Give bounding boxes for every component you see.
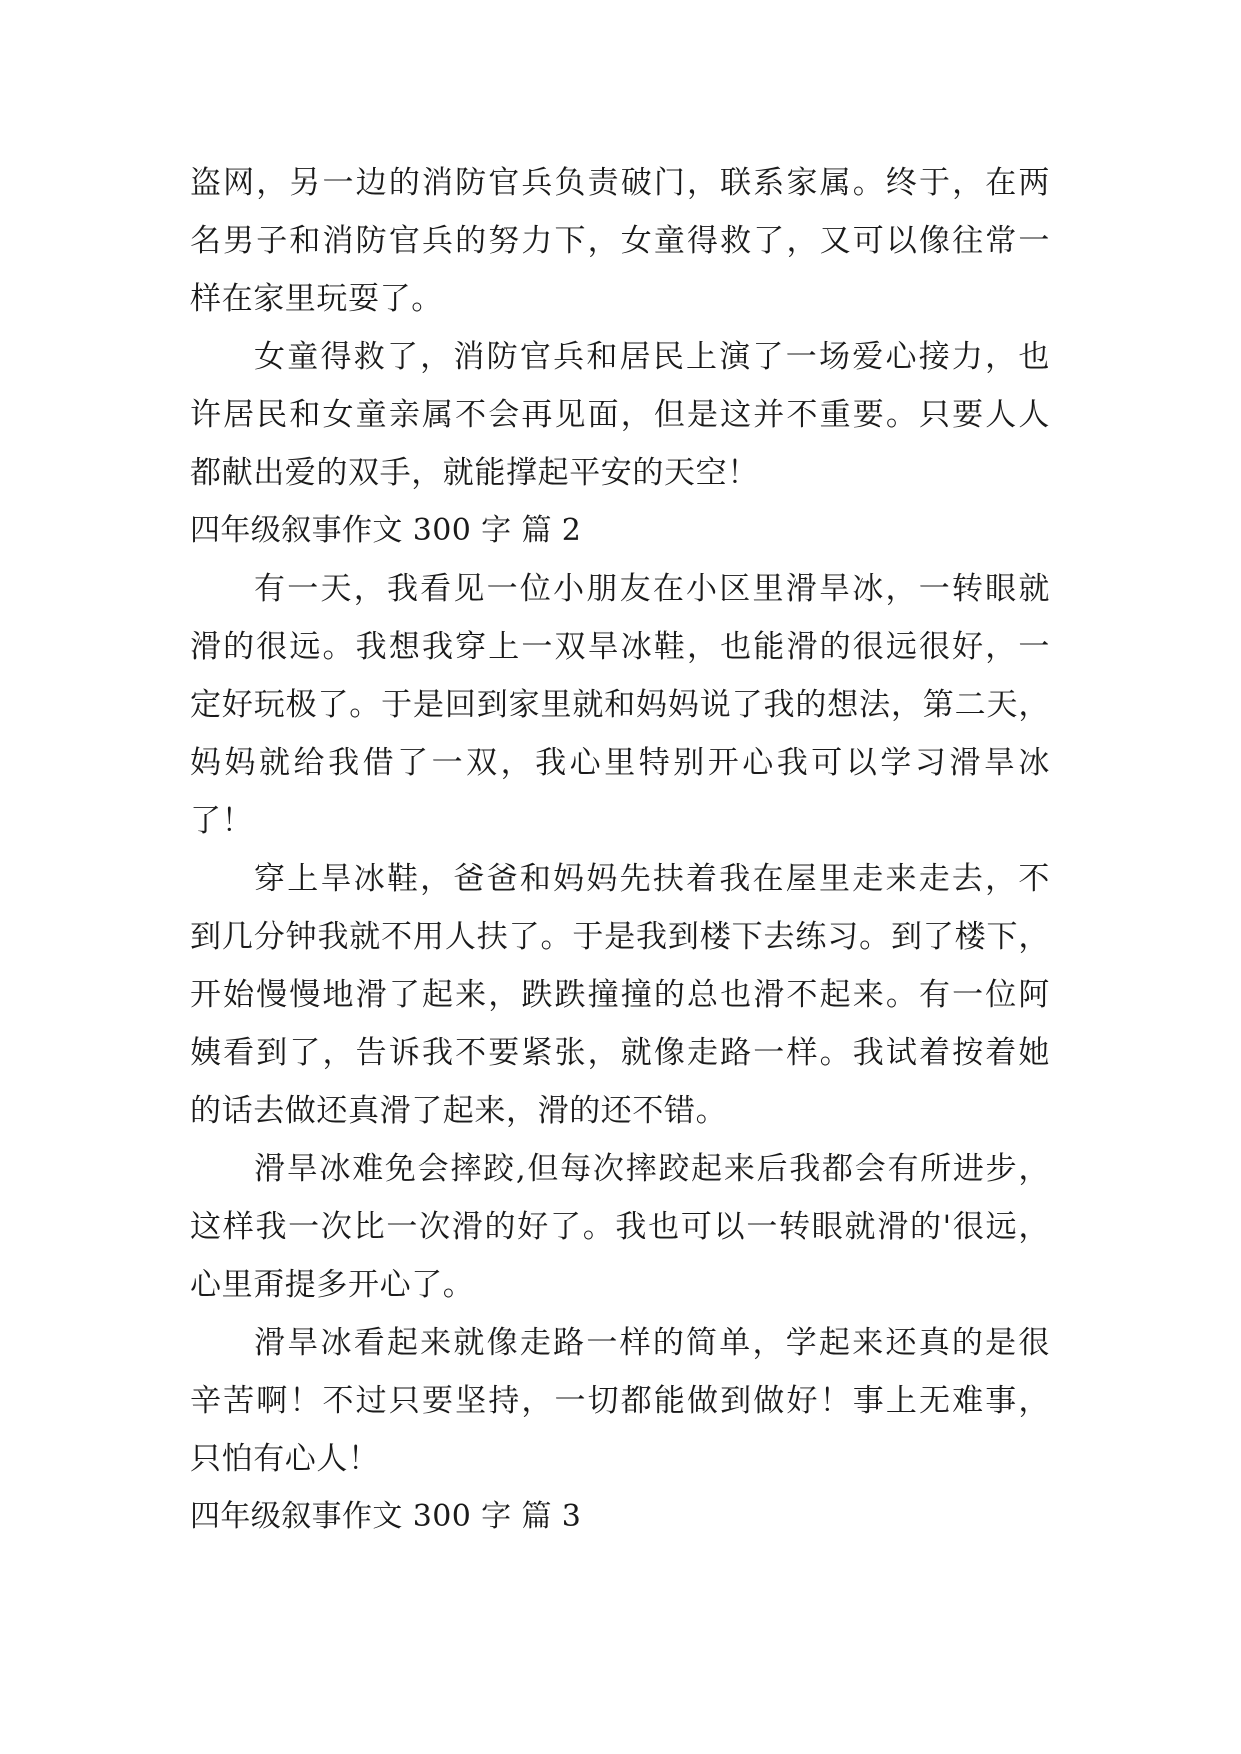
section2-paragraph-1 — [190, 560, 1050, 850]
text-line: 滑旱冰看起来就像走路一样的简单，学起来还真的是很 — [254, 1325, 1050, 1361]
section2-paragraph-3 — [190, 1140, 1050, 1314]
section2-paragraph-4 — [190, 1314, 1050, 1488]
text-line: 的话去做还真滑了起来，滑的还不错。 — [190, 1093, 728, 1129]
text-line: 定好玩极了。于是回到家里就和妈妈说了我的想法，第二天， — [190, 687, 1050, 723]
text-line: 这样我一次比一次滑的好了。我也可以一转眼就滑的'很远， — [190, 1209, 1050, 1245]
paragraph-conclusion — [190, 328, 1050, 502]
text-line: 只怕有心人！ — [190, 1441, 380, 1477]
text-line: 滑的很远。我想我穿上一双旱冰鞋，也能滑的很远很好，一 — [190, 629, 1050, 665]
text-line: 有一天，我看见一位小朋友在小区里滑旱冰，一转眼就 — [254, 571, 1050, 607]
text-line: 妈妈就给我借了一双，我心里特别开心我可以学习滑旱冰 — [190, 745, 1050, 781]
text-line: 女童得救了，消防官兵和居民上演了一场爱心接力，也 — [254, 339, 1050, 375]
section2-paragraph-2 — [190, 850, 1050, 1140]
text-line: 名男子和消防官兵的努力下，女童得救了，又可以像往常一 — [190, 223, 1050, 259]
text-line: 辛苦啊！不过只要坚持，一切都能做到做好！事上无难事， — [190, 1383, 1050, 1419]
text-line: 到几分钟我就不用人扶了。于是我到楼下去练习。到了楼下， — [190, 919, 1050, 955]
text-line: 开始慢慢地滑了起来，跌跌撞撞的总也滑不起来。有一位阿 — [190, 977, 1050, 1013]
text-line: 心里甭提多开心了。 — [190, 1267, 475, 1303]
paragraph-intro-tail — [190, 154, 1050, 328]
text-line: 许居民和女童亲属不会再见面，但是这并不重要。只要人人 — [190, 397, 1050, 433]
text-line: 滑旱冰难免会摔跤,但每次摔跤起来后我都会有所进步， — [254, 1151, 1050, 1187]
section-heading-2: 四年级叙事作文 300 字 篇 2 — [190, 513, 582, 548]
text-line: 姨看到了，告诉我不要紧张，就像走路一样。我试着按着她 — [190, 1035, 1050, 1071]
text-line: 穿上旱冰鞋，爸爸和妈妈先扶着我在屋里走来走去，不 — [254, 861, 1050, 897]
document-body — [190, 154, 1050, 1546]
text-line: 盗网，另一边的消防官兵负责破门，联系家属。终于，在两 — [190, 165, 1050, 201]
text-line: 了！ — [190, 803, 254, 839]
text-line: 样在家里玩耍了。 — [190, 281, 443, 317]
section-heading-3: 四年级叙事作文 300 字 篇 3 — [190, 1499, 582, 1534]
text-line: 都献出爱的双手，就能撑起平安的天空！ — [190, 455, 759, 491]
